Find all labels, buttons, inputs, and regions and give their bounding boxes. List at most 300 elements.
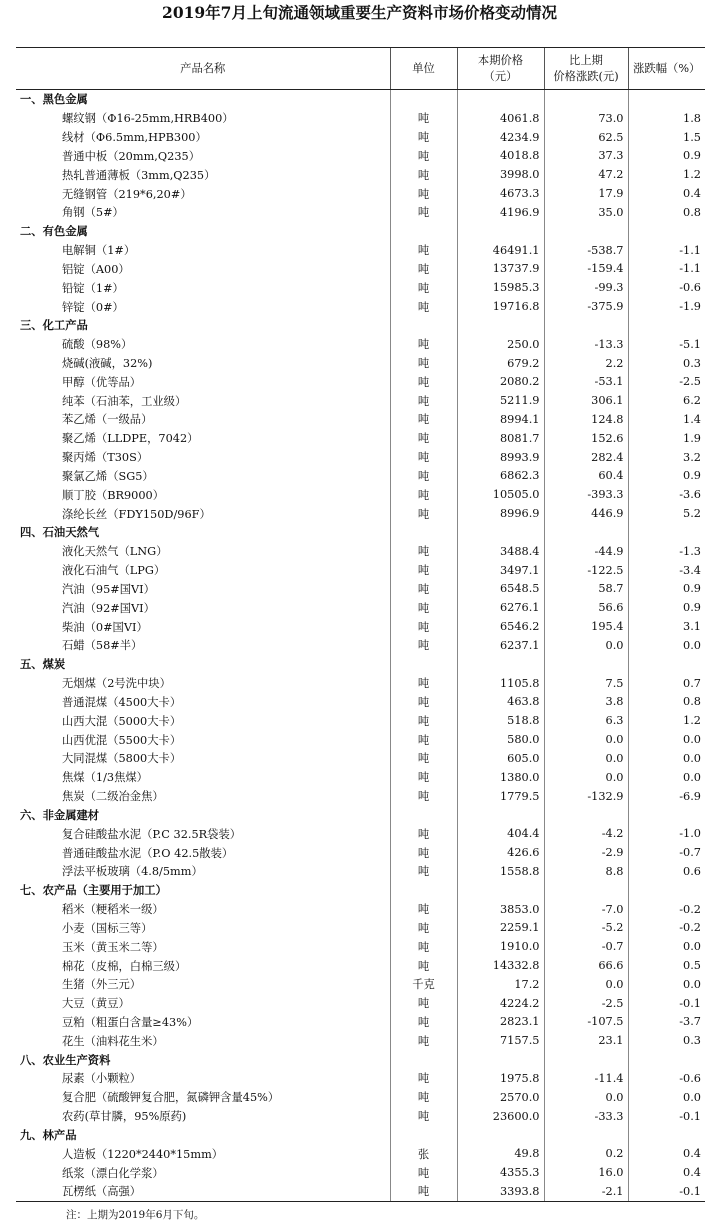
product-name-cell: 石蜡（58#半） (62, 639, 143, 653)
unit-cell: 吨 (390, 259, 457, 278)
table-row (16, 165, 705, 184)
current-price-cell: 404.4 (457, 824, 544, 843)
product-name-cell: 铝锭（A00） (62, 262, 130, 276)
price-change-cell: 3.8 (544, 693, 628, 712)
unit-cell: 吨 (390, 1107, 457, 1126)
unit-cell: 吨 (390, 109, 457, 128)
table-row (16, 259, 705, 278)
table-row (16, 109, 705, 128)
change-pct-cell: 0.4 (628, 1163, 705, 1182)
change-pct-cell: -0.1 (628, 994, 705, 1013)
unit-cell: 吨 (390, 485, 457, 504)
page-title: 2019年7月上旬流通领域重要生产资料市场价格变动情况 (162, 3, 557, 22)
price-change-cell: -5.2 (544, 918, 628, 937)
change-pct-cell: 0.9 (628, 580, 705, 599)
table-row (16, 598, 705, 617)
current-price-cell: 1910.0 (457, 937, 544, 956)
table-row (16, 203, 705, 222)
price-change-cell: 62.5 (544, 128, 628, 147)
table-row (16, 1088, 705, 1107)
unit-cell: 吨 (390, 504, 457, 523)
product-name-cell: 聚乙烯（LLDPE，7042） (62, 432, 199, 446)
unit-cell: 吨 (390, 1069, 457, 1088)
product-name-cell: 苯乙烯（一级品） (62, 413, 153, 427)
price-table (16, 47, 705, 1202)
current-price-cell: 17.2 (457, 975, 544, 994)
empty-cell (390, 1126, 457, 1145)
unit-cell: 吨 (390, 730, 457, 749)
unit-cell: 吨 (390, 278, 457, 297)
price-change-cell: 35.0 (544, 203, 628, 222)
current-price-cell: 8081.7 (457, 429, 544, 448)
current-price-cell: 250.0 (457, 335, 544, 354)
unit-cell: 吨 (390, 956, 457, 975)
price-change-cell: -7.0 (544, 900, 628, 919)
table-row (16, 467, 705, 486)
unit-cell: 吨 (390, 787, 457, 806)
change-pct-cell: -0.6 (628, 1069, 705, 1088)
product-name-cell: 农药(草甘膦，95%原药) (62, 1110, 187, 1124)
empty-cell (628, 655, 705, 674)
current-price-cell: 49.8 (457, 1144, 544, 1163)
current-price-cell: 3853.0 (457, 900, 544, 919)
price-change-cell: 306.1 (544, 391, 628, 410)
unit-cell: 吨 (390, 636, 457, 655)
change-pct-cell: 0.8 (628, 693, 705, 712)
table-row (16, 410, 705, 429)
price-change-cell: -2.1 (544, 1182, 628, 1201)
table-row (16, 391, 705, 410)
price-change-cell: -44.9 (544, 542, 628, 561)
product-name-cell: 涤纶长丝（FDY150D/96F） (62, 507, 211, 521)
current-price-cell: 6548.5 (457, 580, 544, 599)
current-price-cell: 463.8 (457, 693, 544, 712)
price-change-cell: 0.0 (544, 730, 628, 749)
current-price-cell: 1380.0 (457, 768, 544, 787)
unit-cell: 吨 (390, 372, 457, 391)
table-row (16, 1144, 705, 1163)
change-pct-cell: -0.2 (628, 900, 705, 919)
table-row (16, 617, 705, 636)
table-row (16, 994, 705, 1013)
price-change-cell: -538.7 (544, 241, 628, 260)
current-price-cell: 6237.1 (457, 636, 544, 655)
unit-cell: 吨 (390, 711, 457, 730)
product-name-cell: 豆粕（粗蛋白含量≥43%） (62, 1015, 199, 1029)
change-pct-cell: 0.9 (628, 467, 705, 486)
table-row (16, 184, 705, 203)
unit-cell: 吨 (390, 749, 457, 768)
empty-cell (390, 1050, 457, 1069)
empty-cell (390, 222, 457, 241)
current-price-cell: 7157.5 (457, 1031, 544, 1050)
unit-cell: 吨 (390, 1031, 457, 1050)
change-pct-cell: 6.2 (628, 391, 705, 410)
product-name-cell: 棉花（皮棉，白棉三级） (62, 959, 187, 973)
category-row (16, 90, 705, 109)
product-name-cell: 花生（油料花生米） (62, 1034, 164, 1048)
change-pct-cell: 0.8 (628, 203, 705, 222)
price-change-cell: 0.0 (544, 636, 628, 655)
price-change-cell: 282.4 (544, 448, 628, 467)
unit-cell: 吨 (390, 429, 457, 448)
product-name-cell: 人造板（1220*2440*15mm） (62, 1147, 224, 1161)
price-change-cell: 73.0 (544, 109, 628, 128)
current-price-cell: 3497.1 (457, 561, 544, 580)
table-row (16, 485, 705, 504)
table-row (16, 128, 705, 147)
category-row (16, 881, 705, 900)
change-pct-cell: -0.6 (628, 278, 705, 297)
unit-cell: 吨 (390, 824, 457, 843)
unit-cell: 吨 (390, 410, 457, 429)
table-row (16, 711, 705, 730)
unit-cell: 吨 (390, 918, 457, 937)
table-row (16, 1069, 705, 1088)
unit-cell: 吨 (390, 1013, 457, 1032)
change-pct-cell: -0.7 (628, 843, 705, 862)
empty-cell (390, 655, 457, 674)
table-row (16, 542, 705, 561)
empty-cell (457, 222, 544, 241)
price-change-cell: -2.9 (544, 843, 628, 862)
current-price-cell: 4673.3 (457, 184, 544, 203)
change-pct-cell: 0.7 (628, 674, 705, 693)
table-row (16, 730, 705, 749)
current-price-cell: 4234.9 (457, 128, 544, 147)
table-body (16, 90, 705, 1202)
change-pct-cell: 0.0 (628, 1088, 705, 1107)
table-row (16, 429, 705, 448)
unit-cell: 吨 (390, 580, 457, 599)
table-row (16, 674, 705, 693)
current-price-cell: 6546.2 (457, 617, 544, 636)
category-name: 七、农产品（主要用于加工） (20, 883, 167, 898)
product-name-cell: 汽油（95#国VI） (62, 582, 155, 596)
current-price-cell: 3488.4 (457, 542, 544, 561)
change-pct-cell: -0.2 (628, 918, 705, 937)
unit-cell: 吨 (390, 184, 457, 203)
header-current-price: 本期价格 （元） (457, 48, 544, 90)
unit-cell: 吨 (390, 165, 457, 184)
current-price-cell: 1105.8 (457, 674, 544, 693)
footnote: 注：上期为2019年6月下旬。 (66, 1209, 205, 1221)
change-pct-cell: 0.0 (628, 937, 705, 956)
unit-cell: 吨 (390, 354, 457, 373)
category-row (16, 523, 705, 542)
price-change-cell: 60.4 (544, 467, 628, 486)
table-row (16, 580, 705, 599)
current-price-cell: 46491.1 (457, 241, 544, 260)
price-change-cell: -4.2 (544, 824, 628, 843)
table-row (16, 372, 705, 391)
current-price-cell: 14332.8 (457, 956, 544, 975)
price-change-cell: 2.2 (544, 354, 628, 373)
price-change-cell: -122.5 (544, 561, 628, 580)
product-name-cell: 复合肥（硫酸钾复合肥，氮磷钾含量45%） (62, 1091, 280, 1105)
category-row (16, 1126, 705, 1145)
product-name-cell: 柴油（0#国VI） (62, 620, 148, 634)
change-pct-cell: 0.0 (628, 768, 705, 787)
current-price-cell: 4355.3 (457, 1163, 544, 1182)
change-pct-cell: 5.2 (628, 504, 705, 523)
price-change-cell: -159.4 (544, 259, 628, 278)
category-name: 五、煤炭 (20, 657, 66, 672)
change-pct-cell: -5.1 (628, 335, 705, 354)
current-price-cell: 6276.1 (457, 598, 544, 617)
change-pct-cell: -1.1 (628, 259, 705, 278)
price-change-cell: 0.0 (544, 975, 628, 994)
table-row (16, 561, 705, 580)
empty-cell (390, 523, 457, 542)
current-price-cell: 23600.0 (457, 1107, 544, 1126)
change-pct-cell: 0.3 (628, 354, 705, 373)
table-row (16, 900, 705, 919)
product-name-cell: 电解铜（1#） (62, 244, 136, 258)
current-price-cell: 1779.5 (457, 787, 544, 806)
unit-cell: 吨 (390, 1088, 457, 1107)
price-change-cell: 58.7 (544, 580, 628, 599)
table-row (16, 975, 705, 994)
header-price-change: 比上期 价格涨跌(元) (544, 48, 628, 90)
empty-cell (544, 222, 628, 241)
product-name-cell: 尿素（小颗粒） (62, 1072, 142, 1086)
product-name-cell: 玉米（黄玉米二等） (62, 940, 164, 954)
table-row (16, 335, 705, 354)
product-name-cell: 铅锭（1#） (62, 281, 124, 295)
table-row (16, 636, 705, 655)
unit-cell: 吨 (390, 297, 457, 316)
unit-cell: 吨 (390, 1182, 457, 1201)
change-pct-cell: 0.0 (628, 749, 705, 768)
empty-cell (544, 1126, 628, 1145)
empty-cell (390, 881, 457, 900)
category-row (16, 222, 705, 241)
category-name: 九、林产品 (20, 1127, 77, 1142)
product-name-cell: 小麦（国标三等） (62, 921, 153, 935)
empty-cell (457, 805, 544, 824)
price-change-cell: 16.0 (544, 1163, 628, 1182)
table-row (16, 937, 705, 956)
table-row (16, 504, 705, 523)
change-pct-cell: 0.0 (628, 636, 705, 655)
unit-cell: 吨 (390, 617, 457, 636)
change-pct-cell: -6.9 (628, 787, 705, 806)
unit-cell: 吨 (390, 561, 457, 580)
empty-cell (544, 881, 628, 900)
table-row (16, 1031, 705, 1050)
product-name-cell: 无缝钢管（219*6,20#） (62, 187, 192, 201)
product-name-cell: 液化石油气（LPG） (62, 564, 166, 578)
empty-cell (628, 523, 705, 542)
change-pct-cell: 1.8 (628, 109, 705, 128)
empty-cell (544, 316, 628, 335)
price-change-cell: -132.9 (544, 787, 628, 806)
category-name: 八、农业生产资料 (20, 1052, 111, 1067)
empty-cell (628, 1126, 705, 1145)
product-name-cell: 纸浆（漂白化学浆） (62, 1166, 164, 1180)
table-row (16, 862, 705, 881)
product-name-cell: 热轧普通薄板（3mm,Q235） (62, 168, 216, 182)
product-name-cell: 浮法平板玻璃（4.8/5mm） (62, 865, 203, 879)
change-pct-cell: -1.1 (628, 241, 705, 260)
product-name-cell: 螺纹钢（Φ16-25mm,HRB400） (62, 112, 234, 126)
unit-cell: 吨 (390, 900, 457, 919)
table-row (16, 956, 705, 975)
empty-cell (457, 1126, 544, 1145)
empty-cell (628, 316, 705, 335)
header-unit: 单位 (390, 48, 457, 90)
price-change-cell: 152.6 (544, 429, 628, 448)
table-row (16, 1013, 705, 1032)
price-change-cell: 7.5 (544, 674, 628, 693)
product-name-cell: 无烟煤（2号洗中块） (62, 677, 171, 691)
price-change-cell: 56.6 (544, 598, 628, 617)
price-change-cell: 195.4 (544, 617, 628, 636)
unit-cell: 吨 (390, 1163, 457, 1182)
table-row (16, 768, 705, 787)
product-name-cell: 甲醇（优等品） (62, 375, 142, 389)
table-row (16, 354, 705, 373)
table-row (16, 824, 705, 843)
unit-cell: 吨 (390, 542, 457, 561)
current-price-cell: 5211.9 (457, 391, 544, 410)
category-name: 二、有色金属 (20, 224, 88, 239)
current-price-cell: 8993.9 (457, 448, 544, 467)
current-price-cell: 15985.3 (457, 278, 544, 297)
price-change-cell: 6.3 (544, 711, 628, 730)
product-name-cell: 大同混煤（5800大卡） (62, 752, 182, 766)
table-row (16, 693, 705, 712)
price-change-cell: -0.7 (544, 937, 628, 956)
header-row (16, 48, 705, 90)
product-name-cell: 液化天然气（LNG） (62, 545, 168, 559)
current-price-cell: 1975.8 (457, 1069, 544, 1088)
current-price-cell: 1558.8 (457, 862, 544, 881)
empty-cell (390, 90, 457, 109)
change-pct-cell: -3.7 (628, 1013, 705, 1032)
current-price-cell: 580.0 (457, 730, 544, 749)
category-row (16, 1050, 705, 1069)
product-name-cell: 烧碱(液碱，32%) (62, 357, 153, 370)
price-change-cell: 0.0 (544, 749, 628, 768)
current-price-cell: 2259.1 (457, 918, 544, 937)
change-pct-cell: 1.4 (628, 410, 705, 429)
current-price-cell: 8996.9 (457, 504, 544, 523)
table-row (16, 1182, 705, 1201)
table-row (16, 1107, 705, 1126)
product-name-cell: 硫酸（98%） (62, 338, 133, 352)
unit-cell: 吨 (390, 391, 457, 410)
unit-cell: 张 (390, 1144, 457, 1163)
current-price-cell: 679.2 (457, 354, 544, 373)
unit-cell: 吨 (390, 335, 457, 354)
unit-cell: 吨 (390, 467, 457, 486)
price-change-cell: 0.2 (544, 1144, 628, 1163)
current-price-cell: 605.0 (457, 749, 544, 768)
empty-cell (457, 523, 544, 542)
price-change-cell: -107.5 (544, 1013, 628, 1032)
current-price-cell: 4018.8 (457, 146, 544, 165)
category-name: 三、化工产品 (20, 318, 88, 333)
table-row (16, 241, 705, 260)
empty-cell (544, 655, 628, 674)
current-price-cell: 4224.2 (457, 994, 544, 1013)
price-change-cell: 0.0 (544, 1088, 628, 1107)
change-pct-cell: 3.2 (628, 448, 705, 467)
change-pct-cell: 0.4 (628, 1144, 705, 1163)
empty-cell (457, 881, 544, 900)
empty-cell (544, 805, 628, 824)
table-row (16, 448, 705, 467)
empty-cell (628, 1050, 705, 1069)
table-row (16, 918, 705, 937)
empty-cell (544, 1050, 628, 1069)
product-name-cell: 大豆（黄豆） (62, 997, 130, 1011)
change-pct-cell: -0.1 (628, 1107, 705, 1126)
price-change-cell: -11.4 (544, 1069, 628, 1088)
header-product-name: 产品名称 (16, 48, 390, 90)
empty-cell (390, 316, 457, 335)
change-pct-cell: 0.9 (628, 598, 705, 617)
category-name: 六、非金属建材 (20, 807, 100, 822)
change-pct-cell: -3.6 (628, 485, 705, 504)
product-name-cell: 纯苯（石油苯，工业级） (62, 394, 187, 408)
current-price-cell: 518.8 (457, 711, 544, 730)
unit-cell: 吨 (390, 862, 457, 881)
product-name-cell: 角钢（5#） (62, 206, 124, 220)
price-change-cell: 66.6 (544, 956, 628, 975)
change-pct-cell: 1.2 (628, 165, 705, 184)
product-name-cell: 普通中板（20mm,Q235） (62, 149, 200, 163)
change-pct-cell: 1.2 (628, 711, 705, 730)
product-name-cell: 焦煤（1/3焦煤） (62, 771, 148, 785)
price-change-cell: 124.8 (544, 410, 628, 429)
change-pct-cell: -1.0 (628, 824, 705, 843)
change-pct-cell: 0.3 (628, 1031, 705, 1050)
table-row (16, 278, 705, 297)
empty-cell (457, 655, 544, 674)
category-row (16, 655, 705, 674)
change-pct-cell: -1.9 (628, 297, 705, 316)
change-pct-cell: 0.9 (628, 146, 705, 165)
product-name-cell: 普通混煤（4500大卡） (62, 695, 182, 709)
empty-cell (628, 90, 705, 109)
product-name-cell: 顺丁胶（BR9000） (62, 488, 165, 502)
change-pct-cell: 1.5 (628, 128, 705, 147)
unit-cell: 吨 (390, 994, 457, 1013)
price-change-cell: -375.9 (544, 297, 628, 316)
empty-cell (628, 805, 705, 824)
price-change-cell: 17.9 (544, 184, 628, 203)
product-name-cell: 山西优混（5500大卡） (62, 733, 182, 747)
category-row (16, 805, 705, 824)
product-name-cell: 焦炭（二级冶金焦） (62, 790, 164, 804)
current-price-cell: 2570.0 (457, 1088, 544, 1107)
current-price-cell: 6862.3 (457, 467, 544, 486)
empty-cell (457, 316, 544, 335)
price-change-cell: 23.1 (544, 1031, 628, 1050)
empty-cell (628, 881, 705, 900)
unit-cell: 吨 (390, 598, 457, 617)
empty-cell (457, 1050, 544, 1069)
change-pct-cell: 1.9 (628, 429, 705, 448)
product-name-cell: 复合硅酸盐水泥（P.C 32.5R袋装） (62, 827, 242, 841)
category-name: 一、黑色金属 (20, 92, 88, 107)
unit-cell: 吨 (390, 448, 457, 467)
change-pct-cell: 0.5 (628, 956, 705, 975)
unit-cell: 吨 (390, 241, 457, 260)
